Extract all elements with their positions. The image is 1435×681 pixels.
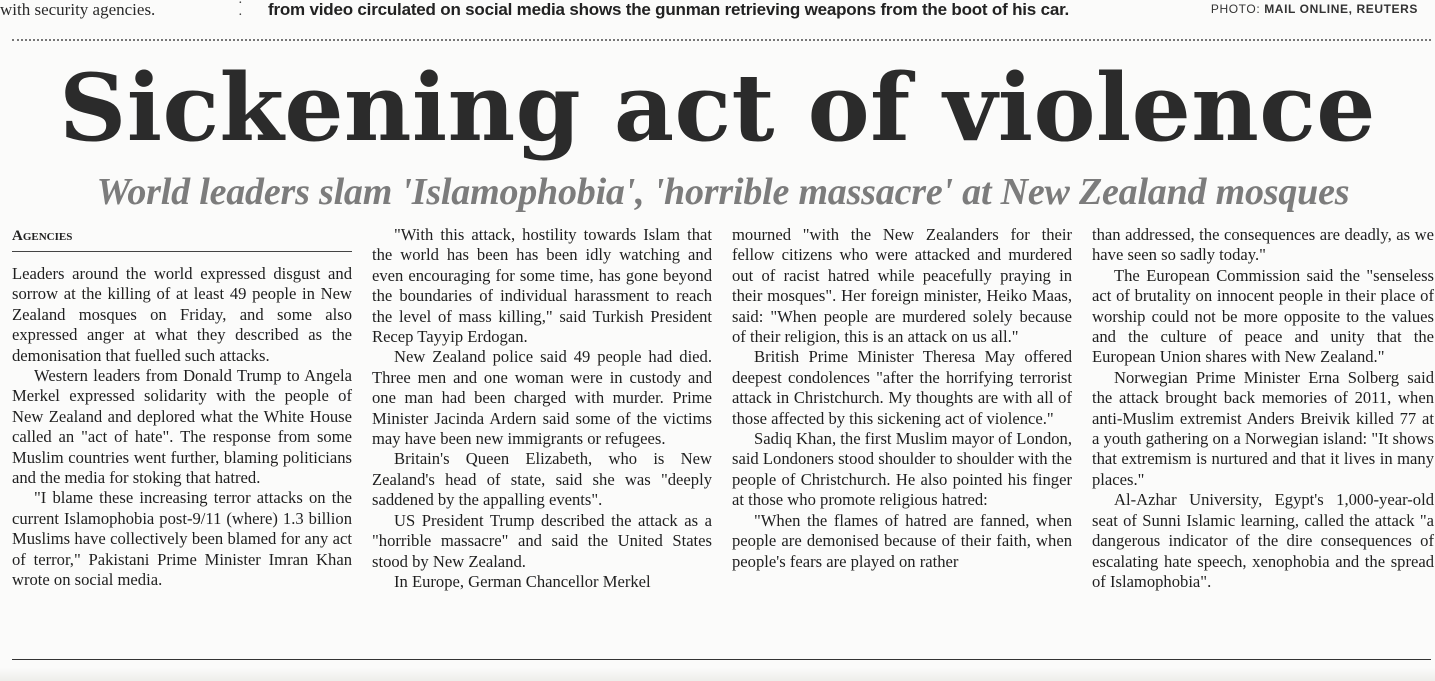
paragraph: In Europe, German Chancellor Merkel (394, 571, 651, 591)
paragraph: than addressed, the consequences are deadly, as we have seen so sadly today." (1092, 225, 1434, 265)
photo-credit-label: PHOTO: (1210, 2, 1261, 16)
article-column-3 (732, 225, 1072, 572)
dotted-divider (12, 39, 1431, 41)
paragraph: "When the flames of hatred are fanned, when people are demonised because of their faith, when people's fears are played on rather (732, 510, 1072, 571)
paragraph: New Zealand police said 49 people had died. Three men and one woman were in custody and one man had been charged with murder. Prime Minister Jacinda Ardern said some of the victims may have been new immigrants or refugees. (372, 347, 712, 449)
paragraph: mourned "with the New Zealanders for their fellow citizens who were attacked and murdered out of racist hatred while peacefully praying in their mosques". Her foreign minister, Heiko Maas, said: "When people are murdered solely because of their religion, this is an attack on us all." (732, 225, 1072, 347)
paragraph: Norwegian Prime Minister Erna Solberg said the attack brought back memories of 2011, when anti-Muslim extremist Anders Breivik killed 77 at a youth gathering on a Norwegian island: "It shows that extremism is nurtured and that it lives in many places." (1092, 367, 1434, 489)
article-column-2 (372, 225, 712, 592)
paragraph: Sadiq Khan, the first Muslim mayor of London, said Londoners stood shoulder to shoulder with the people of Christchurch. He also pointed his finger at those who promote religious hatred: (732, 429, 1072, 510)
bottom-divider (12, 659, 1431, 660)
article-column-4 (1092, 225, 1434, 592)
paragraph: Leaders around the world expressed disgust and sorrow at the killing of at least 49 people in New Zealand mosques on Friday, and some also expressed anger at what they described as the demonisation that fuelled such attacks. (12, 264, 352, 365)
caption-separator-dots: · · (238, 0, 243, 23)
next-section-edge (0, 668, 1435, 681)
paragraph: Western leaders from Donald Trump to Angela Merkel expressed solidarity with the people of New Zealand and deplored what the White House called an "act of hate". The response from some Muslim countries went further, blaming politicians and the media for stoking that hatred. (12, 366, 352, 488)
previous-story-fragment: with security agencies. (0, 0, 156, 19)
photo-credit (1211, 1, 1418, 17)
paragraph: "With this attack, hostility towards Islam that the world has been has been idly watching and even encouraging for some time, has gone beyond the boundaries of individual harassment to reach the level of mass killing," said Turkish President Recep Tayyip Erdogan. (372, 225, 712, 347)
byline: Agencies (12, 225, 352, 252)
paragraph: US President Trump described the attack as a "horrible massacre" and said the United States stood by New Zealand. (372, 510, 712, 571)
paragraph: The European Commission said the "senseless act of brutality on innocent people in their place of worship could not be more opposite to the values and the culture of peace and unity that the European Union shares with New Zealand." (1092, 265, 1434, 367)
paragraph: Al-Azhar University, Egypt's 1,000-year-old seat of Sunni Islamic learning, called the attack "a dangerous indicator of the dire consequences of escalating hate speech, xenophobia and the spread of Islamophobia". (1092, 490, 1434, 591)
headline: Sickening act of violence (59, 53, 1376, 162)
paragraph: "I blame these increasing terror attacks on the current Islamophobia post-9/11 (where) 1.3 billion Muslims have collectively been blamed for any act of terror," Pakistani Prime Minister Imran Khan wrote on social media. (12, 488, 352, 590)
paragraph: Britain's Queen Elizabeth, who is New Zealand's head of state, said she was "deeply saddened by the appalling events". (372, 449, 712, 510)
photo-credit-source: MAIL ONLINE, REUTERS (1264, 2, 1418, 16)
article-column-1 (12, 225, 352, 591)
top-strip (0, 0, 1435, 22)
paragraph: British Prime Minister Theresa May offered deepest condolences "after the horrifying terrorist attack in Christchurch. My thoughts are with all of those affected by this sickening act of violence." (732, 347, 1072, 428)
photo-caption: from video circulated on social media shows the gunman retrieving weapons from the boot of his car. (268, 0, 1070, 19)
subheadline: World leaders slam 'Islamophobia', 'horrible massacre' at New Zealand mosques (96, 171, 1350, 213)
